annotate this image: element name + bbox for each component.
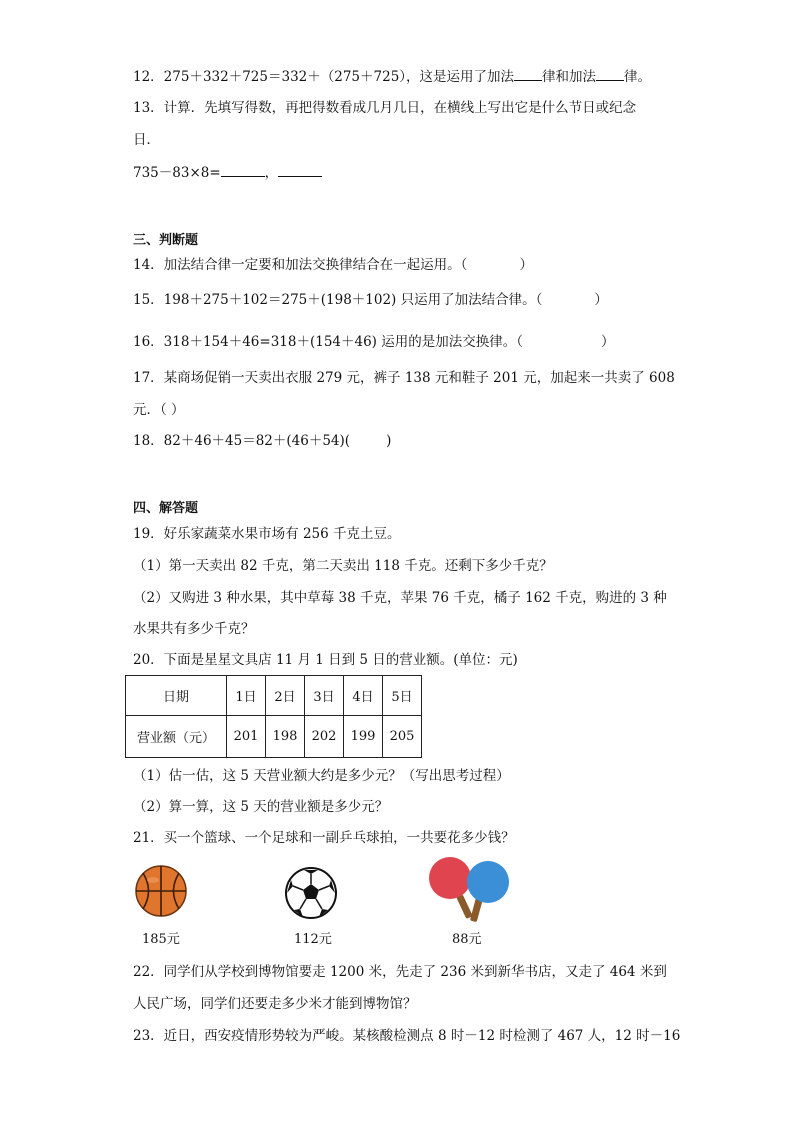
- basketball-icon: [134, 864, 188, 918]
- table-row: [126, 676, 422, 716]
- question-13-line1: 13．计算．先填写得数，再把得数看成几月几日，在横线上写出它是什么节日或纪念: [133, 100, 637, 116]
- question-23-line1: 23．近日，西安疫情形势较为严峻。某核酸检测点 8 时－12 时检测了 467 人，12 时－16: [133, 1028, 681, 1044]
- question-20-stem: 20．下面是星星文具店 11 月 1 日到 5 日的营业额。(单位：元): [133, 652, 518, 668]
- question-14: 14．加法结合律一定要和加法交换律结合在一起运用。（ ）: [133, 257, 533, 273]
- table-cell: 198: [266, 716, 305, 758]
- question-13-expression: 735－83×8= ，: [133, 162, 322, 183]
- table-cell: 199: [344, 716, 383, 758]
- soccer-ball-price: 112元: [294, 932, 332, 947]
- question-12: 12．275＋332＋725＝332＋（275＋725），这是运用了加法 律和加法 律。: [133, 66, 651, 87]
- table-row: [126, 716, 422, 758]
- question-20-part1: （1）估一估，这 5 天营业额大约是多少元？（写出思考过程）: [133, 768, 510, 784]
- answer-blank[interactable]: [596, 66, 624, 81]
- question-19-part2b: 水果共有多少千克？: [133, 621, 255, 637]
- question-20-part2: （2）算一算，这 5 天的营业额是多少元？: [133, 799, 389, 815]
- table-header-cell: 5日: [383, 676, 422, 716]
- table-header-cell: 1日: [227, 676, 266, 716]
- table-header-cell: 3日: [305, 676, 344, 716]
- table-cell: 205: [383, 716, 422, 758]
- question-19-part1: （1）第一天卖出 82 千克，第二天卖出 118 千克。还剩下多少千克？: [133, 558, 553, 574]
- ping-pong-paddles-price: 88元: [452, 932, 482, 947]
- ping-pong-paddles-icon: [426, 856, 512, 926]
- question-19-stem: 19．好乐家蔬菜水果市场有 256 千克土豆。: [133, 526, 401, 542]
- section-title-solve: 四、解答题: [133, 501, 199, 516]
- question-13-line2: 日．: [133, 132, 160, 148]
- answer-blank[interactable]: [514, 66, 542, 81]
- table-row-label: 营业额（元）: [126, 716, 227, 758]
- section-title-judgement: 三、判断题: [133, 233, 199, 248]
- question-15: 15．198＋275＋102＝275＋(198＋102) 只运用了加法结合律。（ ）: [133, 292, 608, 308]
- basketball-price: 185元: [142, 932, 180, 947]
- question-21-stem: 21．买一个篮球、一个足球和一副乒乓球拍，一共要花多少钱？: [133, 830, 515, 846]
- table-cell: 201: [227, 716, 266, 758]
- answer-blank[interactable]: [221, 162, 265, 177]
- question-17-line2: 元．（ ）: [133, 402, 185, 418]
- sales-table: [125, 675, 422, 758]
- question-22-line1: 22．同学们从学校到博物馆要走 1200 米，先走了 236 米到新华书店，又走了 464 米到: [133, 964, 667, 980]
- question-16: 16．318＋154＋46=318＋(154＋46) 运用的是加法交换律。（ ）: [133, 334, 615, 350]
- table-header-cell: 2日: [266, 676, 305, 716]
- table-header-cell: 日期: [126, 676, 227, 716]
- question-18: 18．82＋46＋45＝82＋(46＋54)( ): [133, 433, 392, 449]
- soccer-ball-icon: [284, 866, 338, 920]
- table-header-cell: 4日: [344, 676, 383, 716]
- question-22-line2: 人民广场，同学们还要走多少米才能到博物馆？: [133, 996, 417, 1012]
- question-19-part2a: （2）又购进 3 种水果，其中草莓 38 千克，苹果 76 千克，橘子 162 千克，购进的 3 种: [133, 590, 667, 606]
- table-cell: 202: [305, 716, 344, 758]
- question-17-line1: 17．某商场促销一天卖出衣服 279 元，裤子 138 元和鞋子 201 元，加起来一共卖了 608: [133, 370, 675, 386]
- answer-blank[interactable]: [278, 162, 322, 177]
